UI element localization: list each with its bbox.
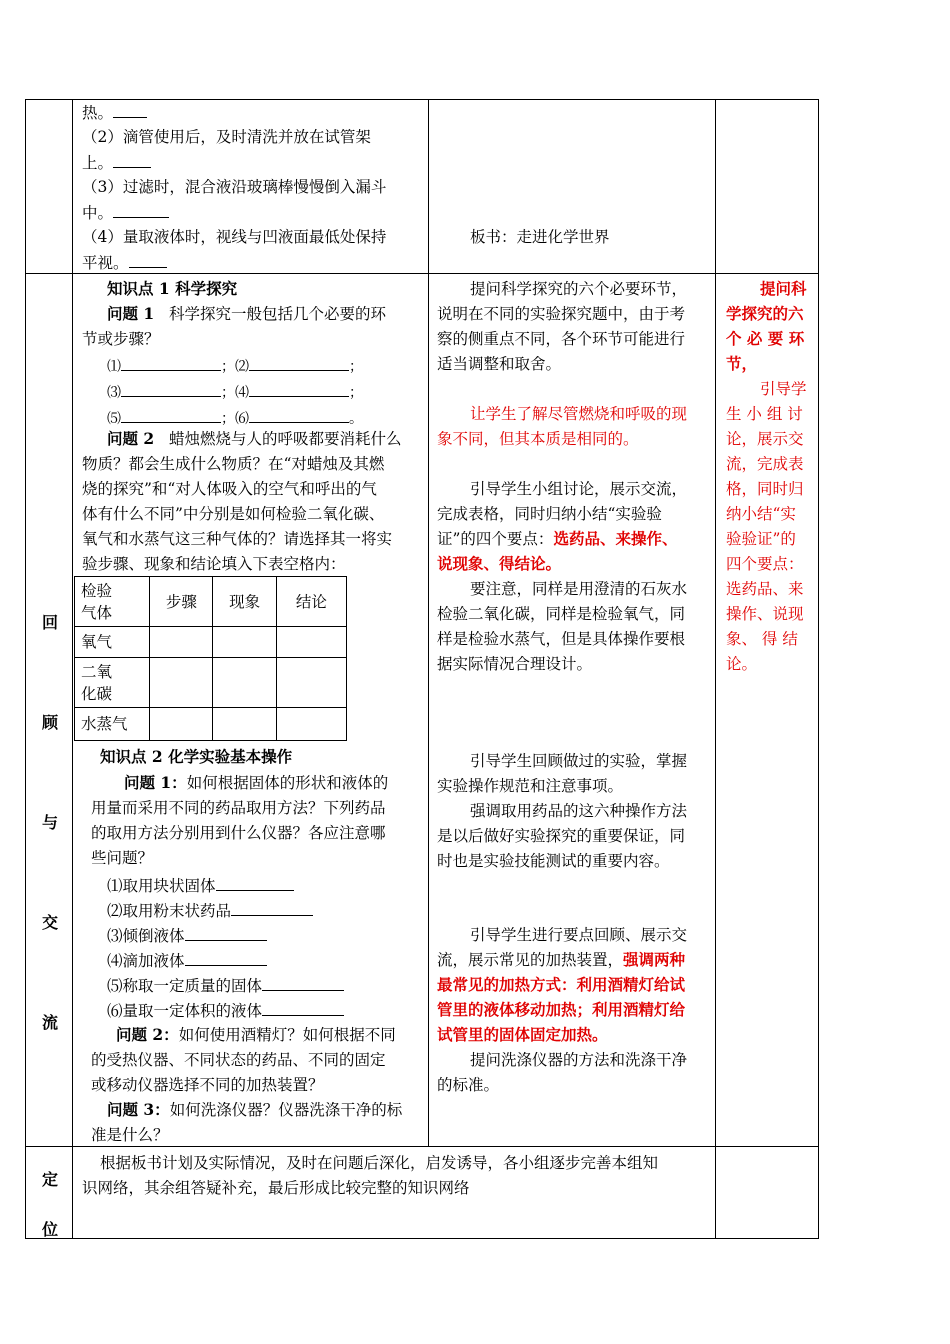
teacher-p6-line2: 是以后做好实验探究的重要保证，同 (437, 827, 686, 845)
knowledge2-q2: 问题 2：如何使用酒精灯？如何根据不同 (116, 1025, 396, 1044)
label-review-2: 顾 (42, 713, 59, 732)
gas-table-header-steps: 步骤 (150, 577, 213, 627)
teacher-p1-line2: 说明在不同的实验探究题中，由于考 (437, 305, 686, 323)
teacher-p7-line3: 最常见的加热方式：利用酒精灯给试 (437, 975, 686, 994)
teacher-p1-line1: 提问科学探究的六个必要环节， (470, 280, 688, 298)
teacher-p8-line1: 提问洗涤仪器的方法和洗涤干净 (470, 1051, 688, 1069)
blank-row-2: ⑶ ；⑷ ； (107, 380, 363, 404)
knowledge2-q3: 问题 3：如何洗涤仪器？仪器洗涤干净的标 (107, 1100, 403, 1119)
gas-table-row (75, 627, 347, 658)
position-line-2: 识网络，其余组答疑补充，最后形成比较完整的知识网络 (82, 1179, 470, 1197)
gas-table-cell (276, 708, 346, 741)
col-divider-2 (428, 99, 429, 1146)
knowledge1-q2: 问题 2 蜡烛燃烧与人的呼吸都要消耗什么 (107, 429, 402, 448)
intent-line-2: 生 小 组 讨 (726, 405, 803, 423)
knowledge2-q1-line4: 些问题？ (91, 849, 154, 867)
teacher-p1-line3: 察的侧重点不同，各个环节可能进行 (437, 330, 686, 348)
top-line-4: （3）过滤时，混合液沿玻璃棒慢慢倒入漏斗 (82, 178, 387, 196)
gas-table-cell (213, 627, 276, 658)
intent-bold-3: 个 必 要 环 (726, 329, 805, 348)
teacher-p7-line5: 试管里的固体固定加热。 (437, 1025, 608, 1044)
teacher-p3-line2: 完成表格，同时归纳小结“实验验 (437, 505, 662, 523)
teacher-p4-line2: 检验二氧化碳，同样是检验氧气，同 (437, 605, 686, 623)
col-divider-3 (715, 99, 716, 1239)
table-border-right (818, 99, 819, 1239)
knowledge1-q2-line4: 体有什么不同”中分别是如何检验二氧化碳、 (82, 505, 385, 523)
knowledge2-q1: 问题 1：如何根据固体的形状和液体的 (124, 773, 389, 792)
teacher-p5-line1: 引导学生回顾做过的实验，掌握 (470, 752, 688, 770)
gas-table-cell (276, 627, 346, 658)
gas-test-table (74, 576, 347, 741)
teacher-p5-line2: 实验操作规范和注意事项。 (437, 777, 624, 795)
gas-table-cell (150, 658, 213, 708)
teacher-p1-line4: 适当调整和取舍。 (437, 355, 562, 373)
label-review-4: 交 (42, 913, 59, 932)
label-position-1: 定 (42, 1170, 59, 1189)
knowledge2-q1-line2: 用量而采用不同的药品取用方法？下列药品 (91, 799, 386, 817)
op-5: ⑸称取一定质量的固体 (107, 974, 344, 997)
teacher-p7-line2: 流，展示常见的加热装置，强调两种 (437, 950, 686, 969)
teacher-p4-line3: 样是检验水蒸气，但是具体操作要根 (437, 630, 686, 648)
gas-table-cell (213, 708, 276, 741)
knowledge1-q1: 问题 1 科学探究一般包括几个必要的环 (107, 304, 386, 323)
intent-line-5: 格，同时归 (726, 480, 804, 498)
intent-line-8: 四个要点： (726, 555, 804, 573)
gas-table-cell (213, 658, 276, 708)
teacher-p2-line2: 象不同，但其本质是相同的。 (437, 430, 639, 448)
knowledge2-q2-line3: 或移动仪器选择不同的加热装置？ (91, 1076, 324, 1094)
label-review-1: 回 (42, 613, 59, 632)
knowledge2-q3-line2: 准是什么？ (91, 1126, 169, 1144)
table-border-left (25, 99, 26, 1239)
gas-table-row (75, 708, 347, 741)
position-line-1: 根据板书计划及实际情况，及时在问题后深化，启发诱导，各小组逐步完善本组知 (100, 1154, 659, 1172)
row-divider-2 (25, 1146, 819, 1147)
gas-table-header-phenomenon: 现象 (213, 577, 276, 627)
intent-line-1: 引导学 (760, 380, 807, 398)
knowledge1-q2-line5: 氧气和水蒸气这三种气体的？请选择其一将实 (82, 530, 393, 548)
intent-line-10: 操作、说现 (726, 605, 804, 623)
teacher-p7-line1: 引导学生进行要点回顾、展示交 (470, 926, 688, 944)
gas-table-header-gas: 检验 气体 (75, 577, 150, 627)
label-position-2: 位 (42, 1220, 59, 1239)
knowledge2-title: 知识点 2 化学实验基本操作 (100, 747, 293, 766)
teacher-p3-line3: 证”的四个要点：选药品、来操作、 (437, 529, 678, 548)
gas-table-row-co2: 二氧 化碳 (75, 658, 150, 708)
intent-line-4: 流，完成表 (726, 455, 804, 473)
gas-table-row-vapor: 水蒸气 (75, 708, 150, 741)
op-2: ⑵取用粉末状药品 (107, 899, 313, 922)
table-border-bottom (25, 1238, 819, 1239)
col-divider-1 (72, 99, 73, 1239)
gas-table-cell (150, 627, 213, 658)
teacher-p3-line4: 说现象、得结论。 (437, 554, 562, 573)
intent-line-7: 验验证”的 (726, 530, 796, 548)
teacher-p4-line1: 要注意，同样是用澄清的石灰水 (470, 580, 688, 598)
intent-line-3: 论，展示交 (726, 430, 804, 448)
teacher-p6-line3: 时也是实验技能测试的重要内容。 (437, 852, 670, 870)
teacher-p2-line1: 让学生了解尽管燃烧和呼吸的现 (470, 405, 688, 423)
op-4: ⑷滴加液体 (107, 949, 267, 972)
intent-bold-2: 学探究的六 (726, 304, 804, 323)
top-line-6: （4）量取液体时，视线与凹液面最低处保持 (82, 228, 387, 246)
intent-bold-1: 提问科 (760, 279, 807, 298)
intent-line-9: 选药品、来 (726, 580, 804, 598)
knowledge2-q2-line2: 的受热仪器、不同状态的药品、不同的固定 (91, 1051, 386, 1069)
teacher-p4-line4: 据实际情况合理设计。 (437, 655, 593, 673)
knowledge1-q2-line2: 物质？都会生成什么物质？在“对蜡烛及其燃 (82, 455, 385, 473)
knowledge1-q2-line3: 烧的探究”和“对人体吸入的空气和呼出的气 (82, 480, 377, 498)
op-3: ⑶倾倒液体 (107, 924, 267, 947)
knowledge2-q1-line3: 的取用方法分别用到什么仪器？各应注意哪 (91, 824, 386, 842)
gas-table-row-oxygen: 氧气 (75, 627, 150, 658)
gas-table-header-row (75, 577, 347, 627)
intent-line-12: 论。 (726, 655, 758, 673)
board-note: 板书：走进化学世界 (470, 228, 610, 246)
teacher-p8-line2: 的标准。 (437, 1076, 500, 1094)
blank-row-1: ⑴ ；⑵ ； (107, 354, 363, 378)
top-line-5: 中。 (82, 201, 169, 224)
knowledge1-q2-line6: 验步骤、现象和结论填入下表空格内： (82, 555, 346, 573)
top-line-7: 平视。 (82, 251, 167, 274)
gas-table-header-conclusion: 结论 (276, 577, 346, 627)
intent-bold-4: 节， (726, 354, 758, 373)
gas-table-row (75, 658, 347, 708)
intent-line-6: 纳小结“实 (726, 505, 796, 523)
teacher-p3-line1: 引导学生小组讨论，展示交流， (470, 480, 688, 498)
teacher-p6-line1: 强调取用药品的这六种操作方法 (470, 802, 688, 820)
blank-row-3: ⑸ ；⑹ 。 (107, 406, 363, 430)
gas-table-cell (150, 708, 213, 741)
knowledge1-q1-cont: 节或步骤？ (82, 330, 160, 348)
top-line-3: 上。 (82, 151, 151, 174)
top-line-1: 热。 (82, 101, 147, 124)
top-line-2: （2）滴管使用后，及时清洗并放在试管架 (82, 128, 371, 146)
label-review-5: 流 (42, 1013, 59, 1032)
label-review-3: 与 (42, 813, 59, 832)
knowledge1-title: 知识点 1 科学探究 (107, 279, 238, 298)
op-6: ⑹量取一定体积的液体 (107, 999, 344, 1022)
teacher-p7-line4: 管里的液体移动加热；利用酒精灯给 (437, 1000, 686, 1019)
intent-line-11: 象、 得 结 (726, 630, 798, 648)
gas-table-cell (276, 658, 346, 708)
table-border-top (25, 99, 819, 100)
op-1: ⑴取用块状固体 (107, 874, 294, 897)
